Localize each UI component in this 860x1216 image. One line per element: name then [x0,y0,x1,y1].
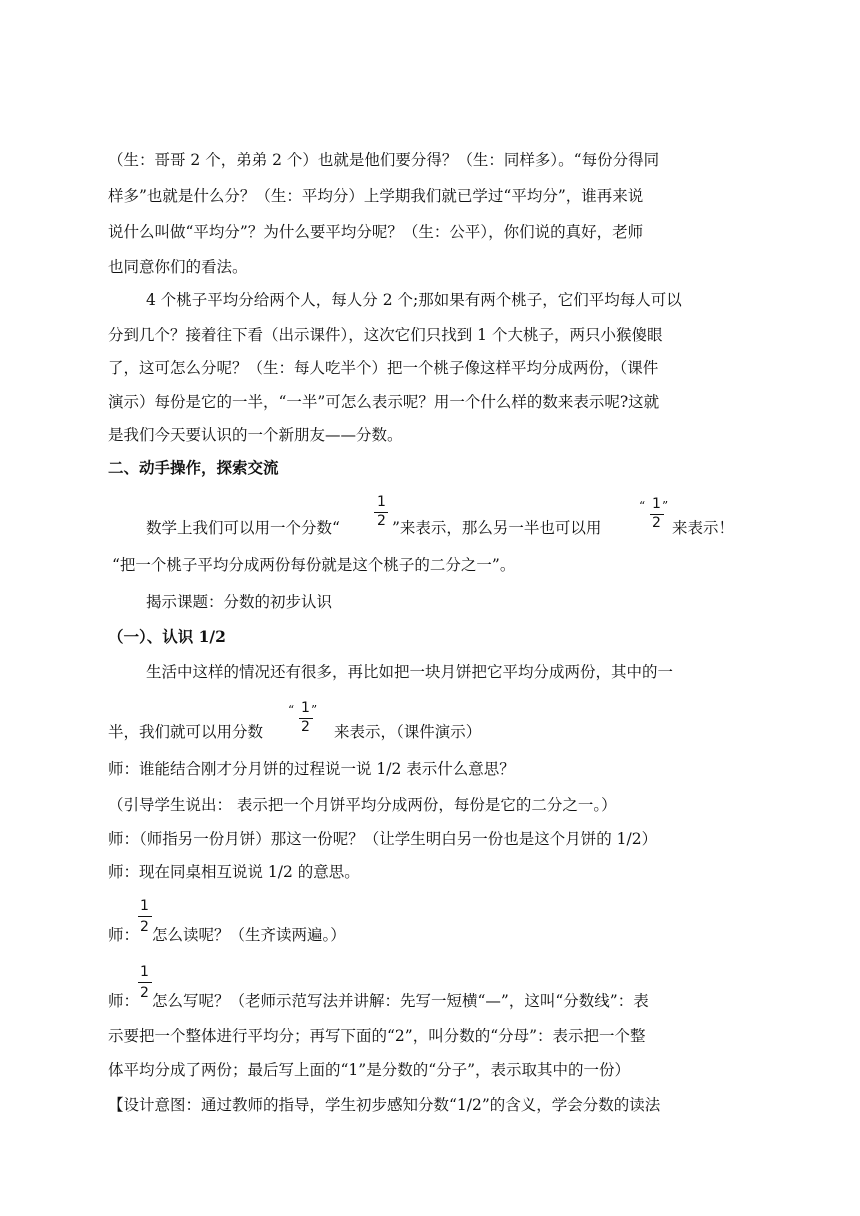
text-line: 数学上我们可以用一个分数“ [146,519,340,537]
text-line: 师：（师指另一份月饼）那这一份呢？（让学生明白另一份也是这个月饼的 1/2） [108,830,658,848]
close-quote: ” [311,703,318,717]
text-line: ”来表示，那么另一半也可以用 [392,519,602,537]
text-line: 师：谁能结合刚才分月饼的过程说一说 1/2 表示什么意思？ [108,760,515,778]
text-line: 是我们今天要认识的一个新朋友——分数。 [108,426,403,444]
fraction-numerator: 1 [140,898,149,914]
text-line: 揭示课题：分数的初步认识 [146,593,333,611]
text-line: 怎么读呢？（生齐读两遍。） [152,926,346,944]
fraction-numerator: 1 [652,496,661,512]
text-line: 师：现在同桌相互说说 1/2 的意思。 [108,863,360,881]
text-line: 来表示！ [672,519,735,537]
text-line: 怎么写呢？（老师示范写法并讲解：先写一短横“—”，这叫“分数线”：表 [152,992,649,1010]
open-quote: “ [288,703,295,717]
text-line: “把一个桃子平均分成两份每份就是这个桃子的二分之一”。 [112,556,516,574]
text-line: 分到几个？接着往下看（出示课件），这次它们只找到 1 个大桃子，两只小猴傻眼 [108,326,663,344]
fraction-bar [138,916,152,917]
text-line: 了，这可怎么分呢？（生：每人吃半个）把一个桃子像这样平均分成两份，（课件 [108,359,659,377]
close-quote: ” [662,499,669,513]
text-line: 4 个桃子平均分给两个人，每人分 2 个;那如果有两个桃子，它们平均每人可以 [146,291,682,309]
fraction-bar [138,982,152,983]
text-line: 体平均分成了两份；最后写上面的“1”是分数的“分子”，表示取其中的一份） [108,1061,631,1079]
fraction-numerator: 1 [301,700,310,716]
open-quote: “ [639,499,646,513]
text-line: 【设计意图：通过教师的指导，学生初步感知分数“1/2”的含义，学会分数的读法 [108,1096,661,1114]
text-line: 生活中这样的情况还有很多，再比如把一块月饼把它平均分成两份，其中的一 [146,663,674,681]
section-heading: 二、动手操作，探索交流 [108,458,279,477]
text-line: 师： [108,926,140,944]
fraction-numerator: 1 [140,964,149,980]
text-line: 演示）每份是它的一半，“一半”可怎么表示呢？用一个什么样的数来表示呢?这就 [108,393,660,411]
text-line: （生：哥哥 2 个，弟弟 2 个）也就是他们要分得？（生：同样多）。“每份分得同 [108,151,660,169]
fraction-numerator: 1 [377,494,386,510]
text-line: 示要把一个整体进行平均分；再写下面的“2”，叫分数的“分母”：表示把一个整 [108,1027,646,1045]
text-line: 来表示，（课件演示） [334,723,482,741]
fraction-denominator: 2 [377,513,386,529]
text-line: （引导学生说出： 表示把一个月饼平均分成两份，每份是它的二分之一。） [108,796,617,814]
fraction-denominator: 2 [140,985,149,1001]
fraction-denominator: 2 [301,719,310,735]
subsection-heading: （一）、认识 1/2 [108,627,226,646]
text-line: 半，我们就可以用分数 [108,723,264,741]
text-line: 样多”也就是什么分？（生：平均分）上学期我们就已学过“平均分”，谁再来说 [108,187,644,205]
text-line: 师： [108,992,140,1010]
fraction-denominator: 2 [140,919,149,935]
text-line: 也同意你们的看法。 [108,258,248,276]
text-line: 说什么叫做“平均分”？为什么要平均分呢？（生：公平），你们说的真好，老师 [108,223,644,241]
fraction-denominator: 2 [652,515,661,531]
